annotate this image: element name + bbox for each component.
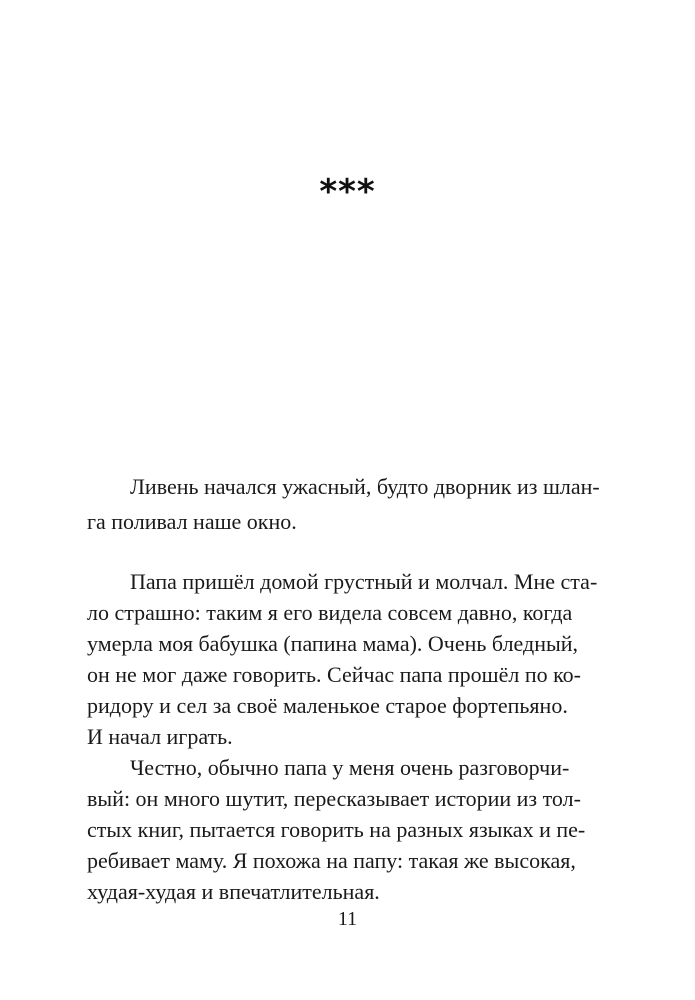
section-separator: *** [319,172,376,212]
text-line: Папа пришёл домой грустный и молчал. Мне ста- [130,569,598,594]
text-line: вый: он много шутит, пересказывает истории из тол- [87,786,581,811]
text-line: он не мог даже говорить. Сейчас папа прошёл по ко- [87,662,582,687]
text-line: ло страшно: таким я его видела совсем давно, когда [87,600,573,625]
text-line: ридору и сел за своё маленькое старое фортепьяно. [87,693,568,718]
text-line: стых книг, пытается говорить на разных языках и пе- [87,817,586,842]
text-line: ребивает маму. Я похожа на папу: такая же высокая, [87,848,576,873]
text-line: умерла моя бабушка (папина мама). Очень бледный, [87,631,579,656]
text-line: Ливень начался ужасный, будто дворник из шлан- [130,474,600,499]
text-line: худая-худая и впечатлительная. [87,879,380,904]
page-number: 11 [337,908,358,930]
text-line: га поливал наше окно. [87,509,297,534]
text-line: Честно, обычно папа у меня очень разговорчи- [130,755,570,780]
text-line: И начал играть. [87,724,233,749]
